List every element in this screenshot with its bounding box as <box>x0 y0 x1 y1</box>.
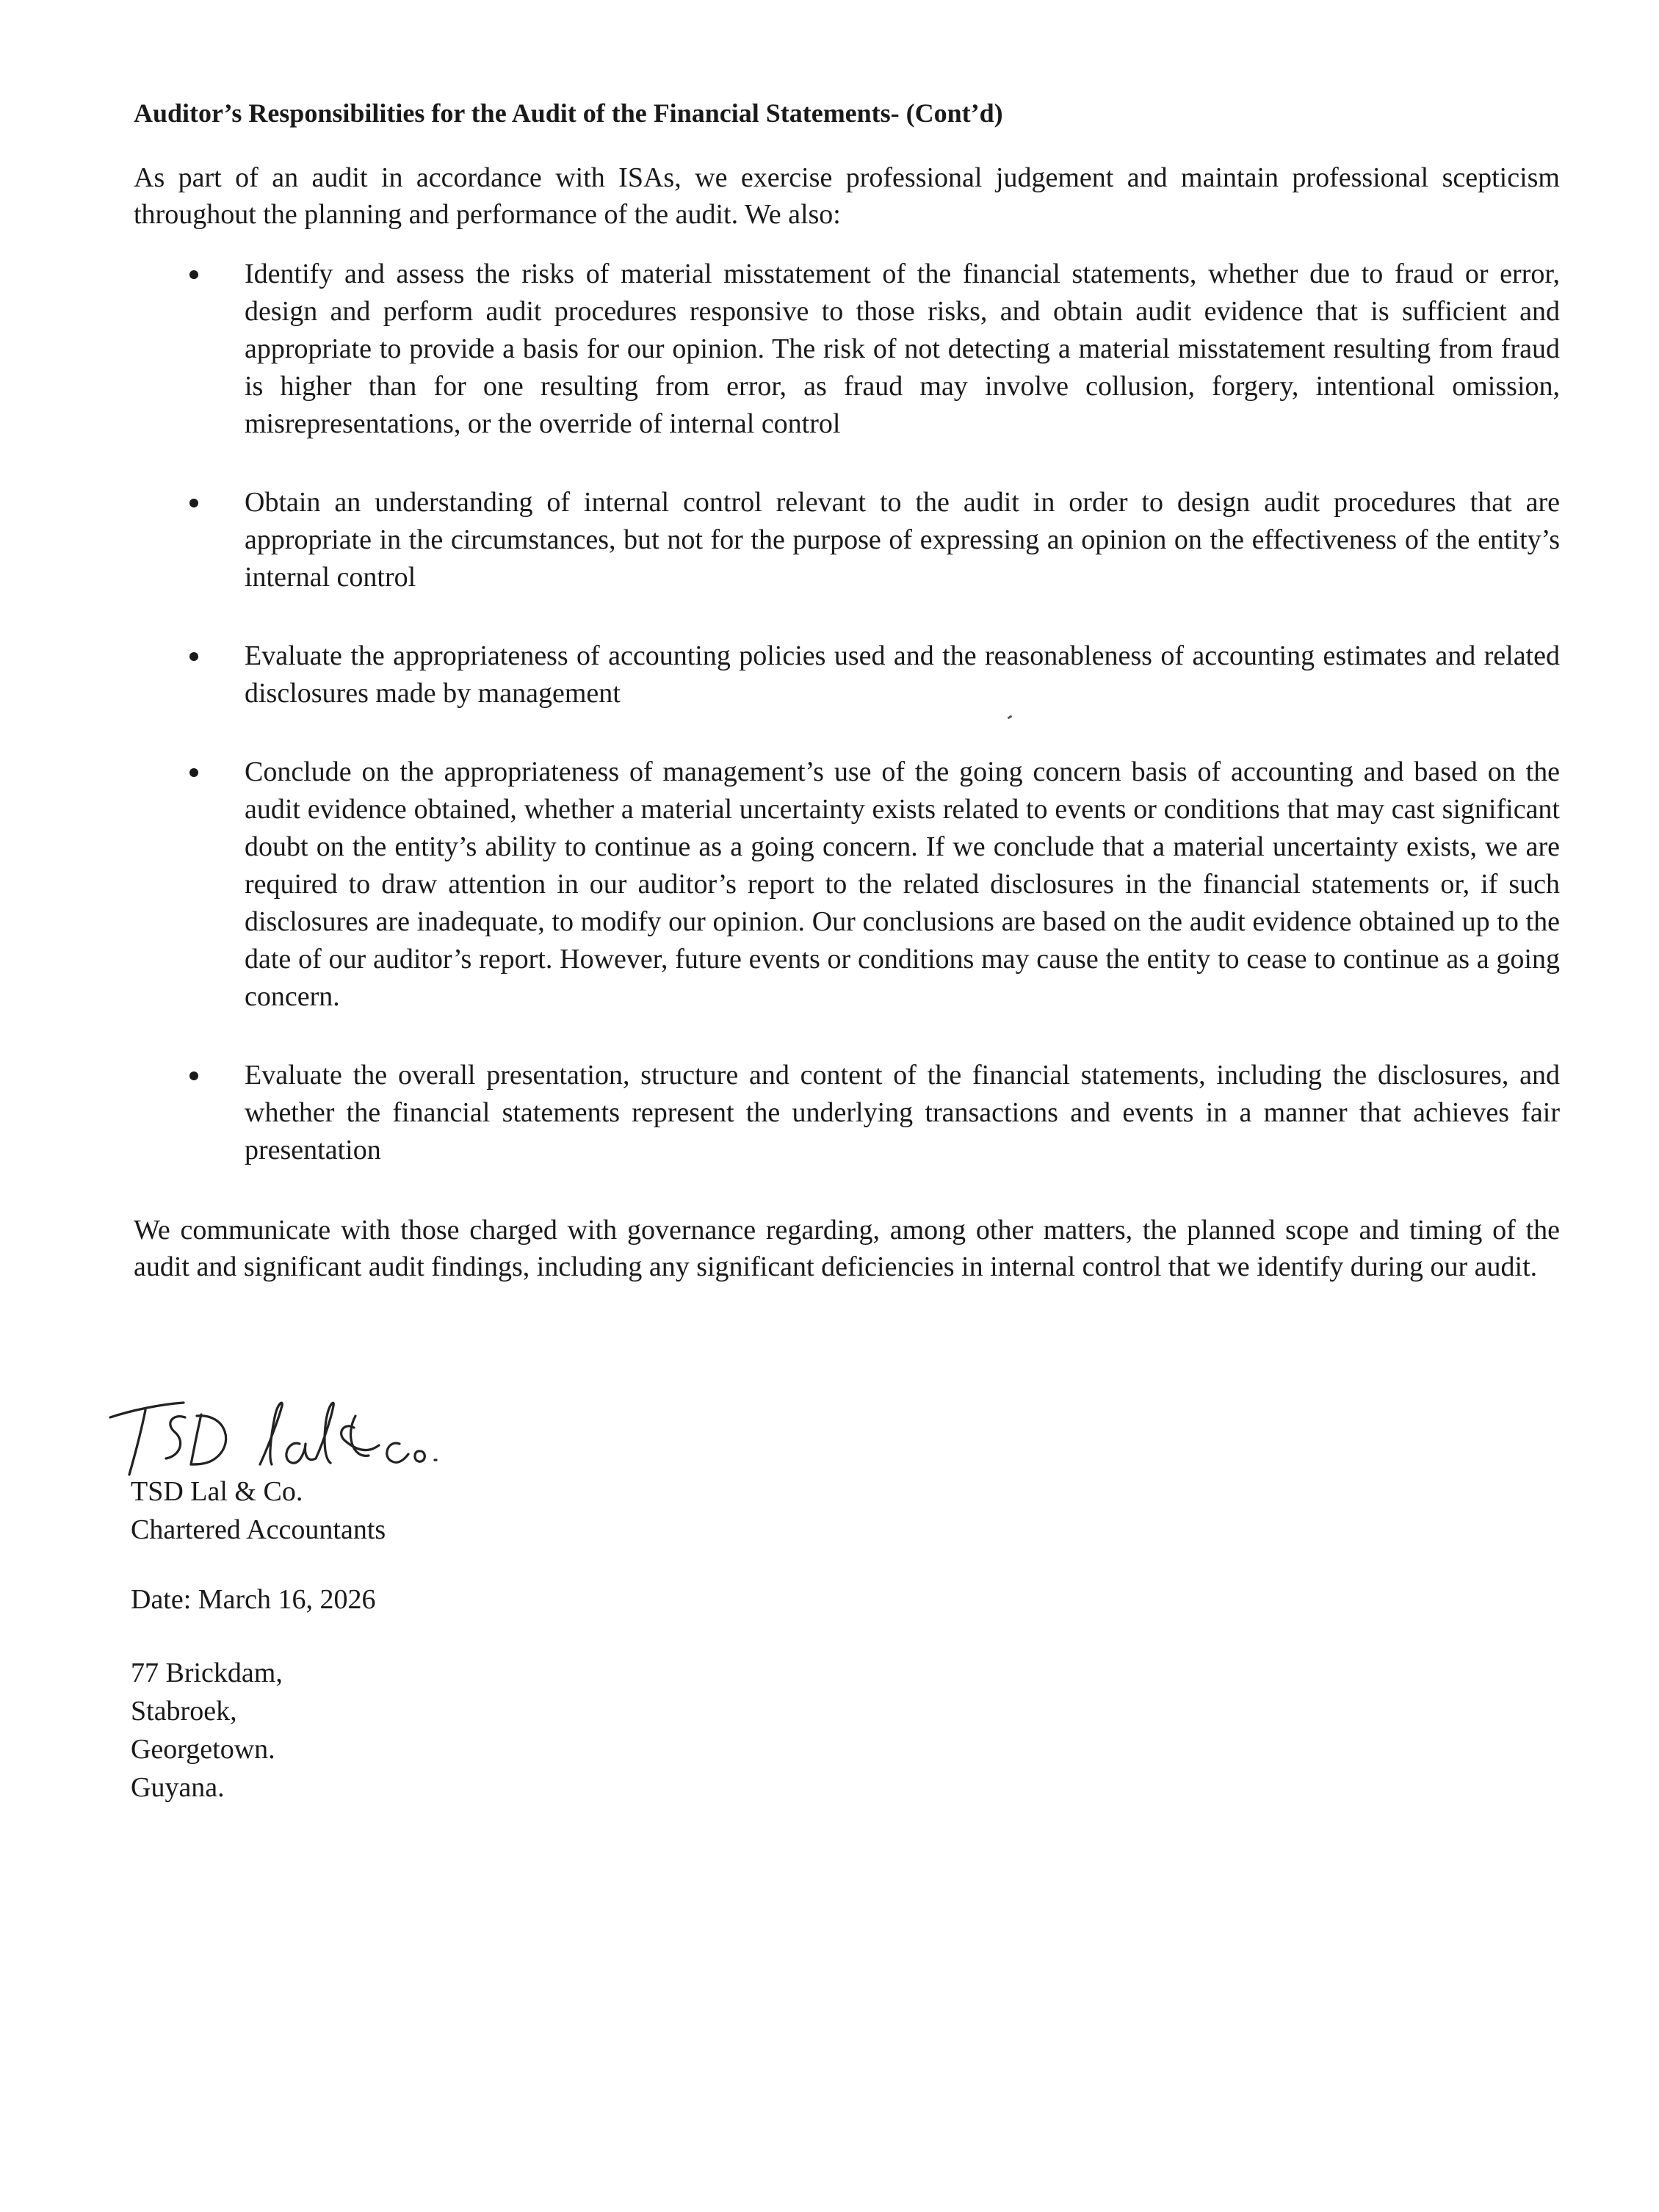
firm-block <box>131 1472 386 1549</box>
bullet-icon <box>189 499 198 507</box>
intro-paragraph: As part of an audit in accordance with ISAs, we exercise professional judgement and maintain professional scepticism throughout the planning and performance of the audit. We also: <box>134 162 1560 230</box>
bullet-icon <box>189 768 198 777</box>
bullet-icon <box>189 652 198 661</box>
bullet-icon <box>189 1071 198 1080</box>
list-item <box>0 753 1659 1016</box>
responsibilities-list <box>0 256 1659 1210</box>
list-item-text: Evaluate the appropriateness of accounting policies used and the reasonableness of accounting estimates and related disclosures made by management <box>245 640 1560 709</box>
address-block <box>131 1654 283 1807</box>
firm-name: TSD Lal & Co. <box>131 1476 303 1507</box>
signature-icon <box>103 1388 441 1483</box>
list-item-text: Conclude on the appropriateness of management’s use of the going concern basis of accounting and based on the audit evidence obtained, whether a material uncertainty exists related to events or conditions that may cast significant doubt on the entity’s ability to continue as a going concern. If we conclude that a material uncertainty exists, we are required to draw attention in our auditor’s report to the related disclosures in the financial statements or, if such disclosures are inadequate, to modify our opinion. Our conclusions are based on the audit evidence obtained up to the date of our auditor’s report. However, future events or conditions may cause the entity to cease to continue as a going concern. <box>245 756 1560 1012</box>
list-item-text: Obtain an understanding of internal control relevant to the audit in order to design audit procedures that are appropriate in the circumstances, but not for the purpose of expressing an opinion on the effectiveness of the entity’s internal control <box>245 487 1560 593</box>
list-item <box>0 637 1659 712</box>
address-line: 77 Brickdam, <box>131 1658 283 1688</box>
report-date: Date: March 16, 2026 <box>131 1584 376 1615</box>
closing-paragraph: We communicate with those charged with governance regarding, among other matters, the planned scope and timing of the audit and significant audit findings, including any significant deficiencies in internal control that we identify during our audit. <box>134 1215 1560 1282</box>
list-item <box>0 1057 1659 1169</box>
address-line: Guyana. <box>131 1772 225 1803</box>
list-item-text: Evaluate the overall presentation, structure and content of the financial statements, including the disclosures, and whether the financial statements represent the underlying transactions and events in a manner that achieves fair presentation <box>245 1060 1560 1165</box>
address-line: Georgetown. <box>131 1734 275 1765</box>
list-item-text: Identify and assess the risks of material misstatement of the financial statements, whether due to fraud or error, design and perform audit procedures responsive to those risks, and obtain audit evidence that is sufficient and appropriate to provide a basis for our opinion. The risk of not detecting a material misstatement resulting from fraud is higher than for one resulting from error, as fraud may involve collusion, forgery, intentional omission, misrepresentations, or the override of internal control <box>245 259 1560 439</box>
bullet-icon <box>189 270 198 279</box>
address-line: Stabroek, <box>131 1696 237 1727</box>
section-heading: Auditor’s Responsibilities for the Audit of the Financial Statements- (Cont’d) <box>134 98 1003 128</box>
list-item <box>0 484 1659 596</box>
handwritten-signature <box>103 1388 441 1483</box>
firm-title: Chartered Accountants <box>131 1514 386 1545</box>
list-item <box>0 256 1659 443</box>
